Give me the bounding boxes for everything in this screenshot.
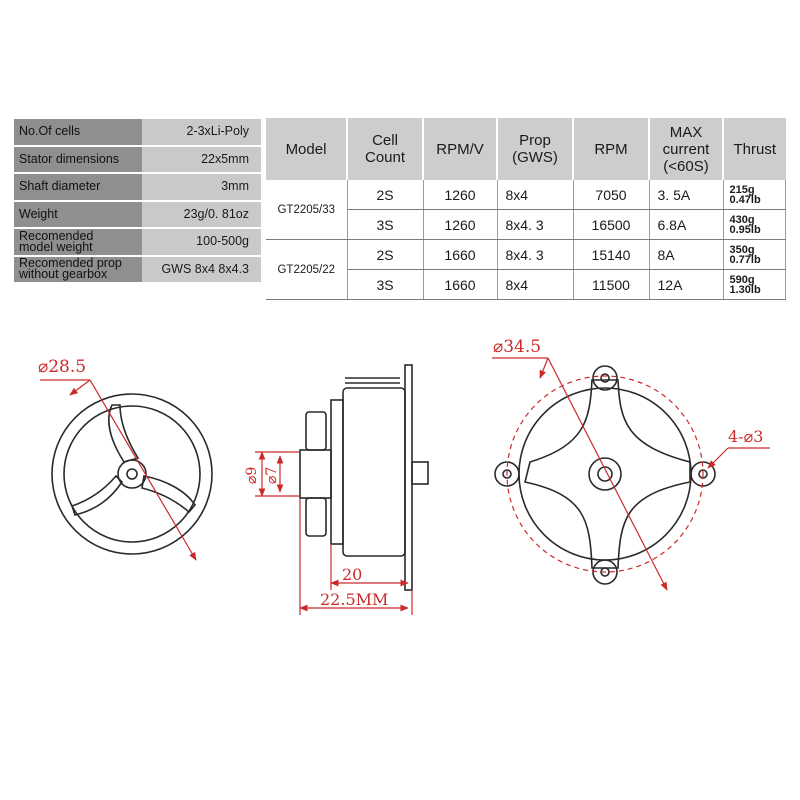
thrust-grams: 430g	[729, 213, 755, 226]
length-short-label: 20	[342, 565, 363, 584]
cell-count: 2S	[347, 240, 423, 270]
prop-nut-top	[306, 412, 326, 450]
prop-adapter	[300, 450, 331, 498]
rear-clip	[412, 462, 428, 484]
mount-view	[495, 366, 715, 584]
side-view	[300, 365, 428, 590]
spec-value: 22x5mm	[142, 146, 261, 174]
header-line: (GWS)	[512, 149, 558, 166]
mount-plate	[405, 365, 412, 590]
spec-label-line: Recomended	[19, 228, 94, 243]
side-diameter-outer-label: ⌀9	[244, 466, 260, 484]
side-diameter-inner-label: ⌀7	[264, 466, 280, 484]
spec-label-line: without gearbox	[19, 267, 108, 282]
prop-value: 8x4. 3	[497, 210, 573, 240]
spec-label: Weight	[14, 201, 142, 229]
spec-value: GWS 8x4 8x4.3	[142, 256, 261, 283]
cell-count: 3S	[347, 210, 423, 240]
motor-bell-side	[343, 388, 405, 556]
header-line: Cell	[372, 132, 398, 149]
rpm-value: 16500	[573, 210, 649, 240]
cell-count: 3S	[347, 270, 423, 300]
cell-count: 2S	[347, 180, 423, 210]
thrust-grams: 350g	[729, 243, 755, 256]
spec-label-line: Recomended prop	[19, 256, 122, 271]
shaft-hole	[127, 469, 137, 479]
rpm-value: 15140	[573, 240, 649, 270]
hub	[118, 460, 146, 488]
current-value: 3. 5A	[649, 180, 723, 210]
model-name: GT2205/22	[266, 240, 347, 300]
thrust-grams: 590g	[729, 273, 755, 286]
rpmv-value: 1260	[423, 180, 497, 210]
rpm-value: 7050	[573, 180, 649, 210]
spec-label: Shaft diameter	[14, 173, 142, 201]
header-thrust: Thrust	[723, 118, 786, 180]
rpm-value: 11500	[573, 270, 649, 300]
spec-label: No.Of cells	[14, 118, 142, 146]
bell-inner-ring	[64, 406, 200, 542]
header-line: (<60S)	[663, 157, 709, 175]
front-view	[52, 394, 212, 554]
front-diameter-label: ⌀28.5	[38, 357, 87, 377]
spec-value: 2-3xLi-Poly	[142, 118, 261, 146]
rpmv-value: 1660	[423, 270, 497, 300]
prop-value: 8x4	[497, 270, 573, 300]
spec-value: 23g/0. 81oz	[142, 201, 261, 229]
model-name: GT2205/33	[266, 180, 347, 240]
rpmv-value: 1660	[423, 240, 497, 270]
prop-value: 8x4. 3	[497, 240, 573, 270]
bolt-circle	[507, 376, 703, 572]
thrust-pounds: 0.95lb	[729, 223, 761, 236]
spec-label: Stator dimensions	[14, 146, 142, 174]
length-total-label: 22.5MM	[320, 590, 389, 609]
mount-diameter-label: ⌀34.5	[493, 337, 542, 357]
header-line: Prop	[519, 132, 551, 149]
mount-holes-label: 4-⌀3	[728, 427, 764, 446]
mount-ear	[593, 366, 617, 390]
current-value: 8A	[649, 240, 723, 270]
bell-spoke	[72, 476, 122, 515]
thrust-pounds: 0.47lb	[729, 193, 761, 206]
spec-label-line: model weight	[19, 239, 93, 254]
prop-nut-bottom	[306, 498, 326, 536]
thrust-pounds: 1.30lb	[729, 283, 761, 296]
header-rpm: RPM	[573, 118, 649, 180]
current-value: 6.8A	[649, 210, 723, 240]
bell-outer-ring	[52, 394, 212, 554]
rpmv-value: 1260	[423, 210, 497, 240]
current-value: 12A	[649, 270, 723, 300]
thrust-pounds: 0.77lb	[729, 253, 761, 266]
header-line: Count	[364, 149, 406, 166]
header-line: MAX	[669, 123, 703, 141]
prop-value: 8x4	[497, 180, 573, 210]
bell-lip	[331, 400, 343, 544]
center-boss	[589, 458, 621, 490]
header-line: current	[662, 140, 710, 158]
thrust-grams: 215g	[729, 183, 755, 196]
spec-value: 100-500g	[142, 228, 261, 256]
header-model: Model	[266, 118, 347, 180]
header-rpmv: RPM/V	[423, 118, 497, 180]
spec-value: 3mm	[142, 173, 261, 201]
mount-outer-circle	[519, 388, 691, 560]
